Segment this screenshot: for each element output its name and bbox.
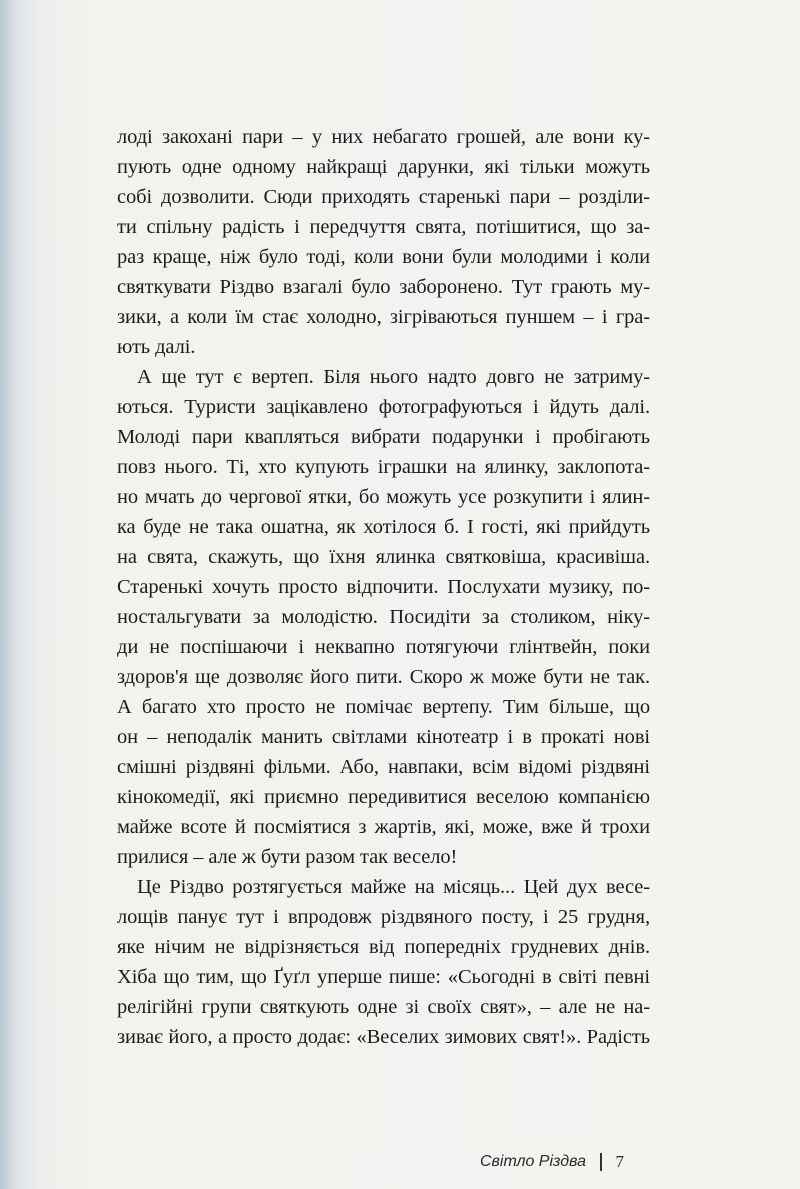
text-line: Старенькі хочуть просто відпочити. Послухати музику, по- [117,576,650,598]
text-line: А ще тут є вертеп. Біля нього надто довго не затриму- [137,366,650,388]
text-line: яке нічим не відрізняється від попередніх грудневих днів. [117,936,650,958]
text-line: ка буде не така ошатна, як хотілося б. І гості, які прийдуть [117,516,650,538]
text-line: смішні різдвяні фільми. Або, навпаки, всім відомі різдвяні [117,756,650,778]
text-line: святкувати Різдво взагалі було заборонено. Тут грають му- [117,276,650,298]
text-line: ються. Туристи зацікавлено фотографуються і йдуть далі. [117,396,650,418]
text-line: но мчать до чергової ятки, бо можуть усе розкупити і ялин- [117,486,650,508]
text-line: ди не поспішаючи і неквапно потягуючи глінтвейн, поки [117,636,650,658]
text-line: раз краще, ніж було тоді, коли вони були молодими і коли [117,246,650,268]
text-line: повз нього. Ті, хто купують іграшки на ялинку, заклопота- [117,456,650,478]
page-footer [480,1152,624,1172]
page-number: 7 [615,1152,625,1171]
body-text [117,122,650,1052]
running-title: Світло Різдва [480,1153,587,1170]
footer-divider [600,1153,602,1171]
text-line: здоров'я ще дозволяє його пити. Скоро ж може бути не так. [117,666,650,688]
text-line: он – неподалік манить світлами кінотеатр і в прокаті нові [117,726,650,748]
text-line: пують одне одному найкращі дарунки, які тільки можуть [117,156,650,178]
text-line: собі дозволити. Сюди приходять старенькі пари – розділи- [117,186,650,208]
text-line: зики, а коли їм стає холодно, зігріваються пуншем – і гра- [117,306,650,328]
text-line: ють далі. [117,336,196,358]
text-line: Це Різдво розтягується майже на місяць... Цей дух весе- [137,876,650,898]
text-line: ностальгувати за молодістю. Посидіти за столиком, ніку- [117,606,650,628]
text-line: на свята, скажуть, що їхня ялинка святковіша, красивіша. [117,546,650,568]
text-line: прилися – але ж бути разом так весело! [117,846,458,868]
text-line: ти спільну радість і передчуття свята, потішитися, що за- [117,216,650,238]
text-line: Молоді пари квапляться вибрати подарунки і пробігають [117,426,650,448]
text-line: лощів панує тут і впродовж різдвяного посту, і 25 грудня, [117,906,650,928]
text-line: кінокомедії, які приємно передивитися веселою компанією [117,786,650,808]
text-line: А багато хто просто не помічає вертепу. Тим більше, що [117,696,650,718]
text-line: Хіба що тим, що Ґуґл уперше пише: «Сьогодні в світі певні [117,966,650,988]
text-line: майже всоте й посміятися з жартів, які, може, вже й трохи [117,816,650,838]
text-line: релігійні групи святкують одне зі своїх свят», – але не на- [117,996,650,1018]
text-line: лоді закохані пари – у них небагато грошей, але вони ку- [117,126,650,148]
text-line: зиває його, а просто додає: «Веселих зимових свят!». Радість [117,1026,650,1048]
